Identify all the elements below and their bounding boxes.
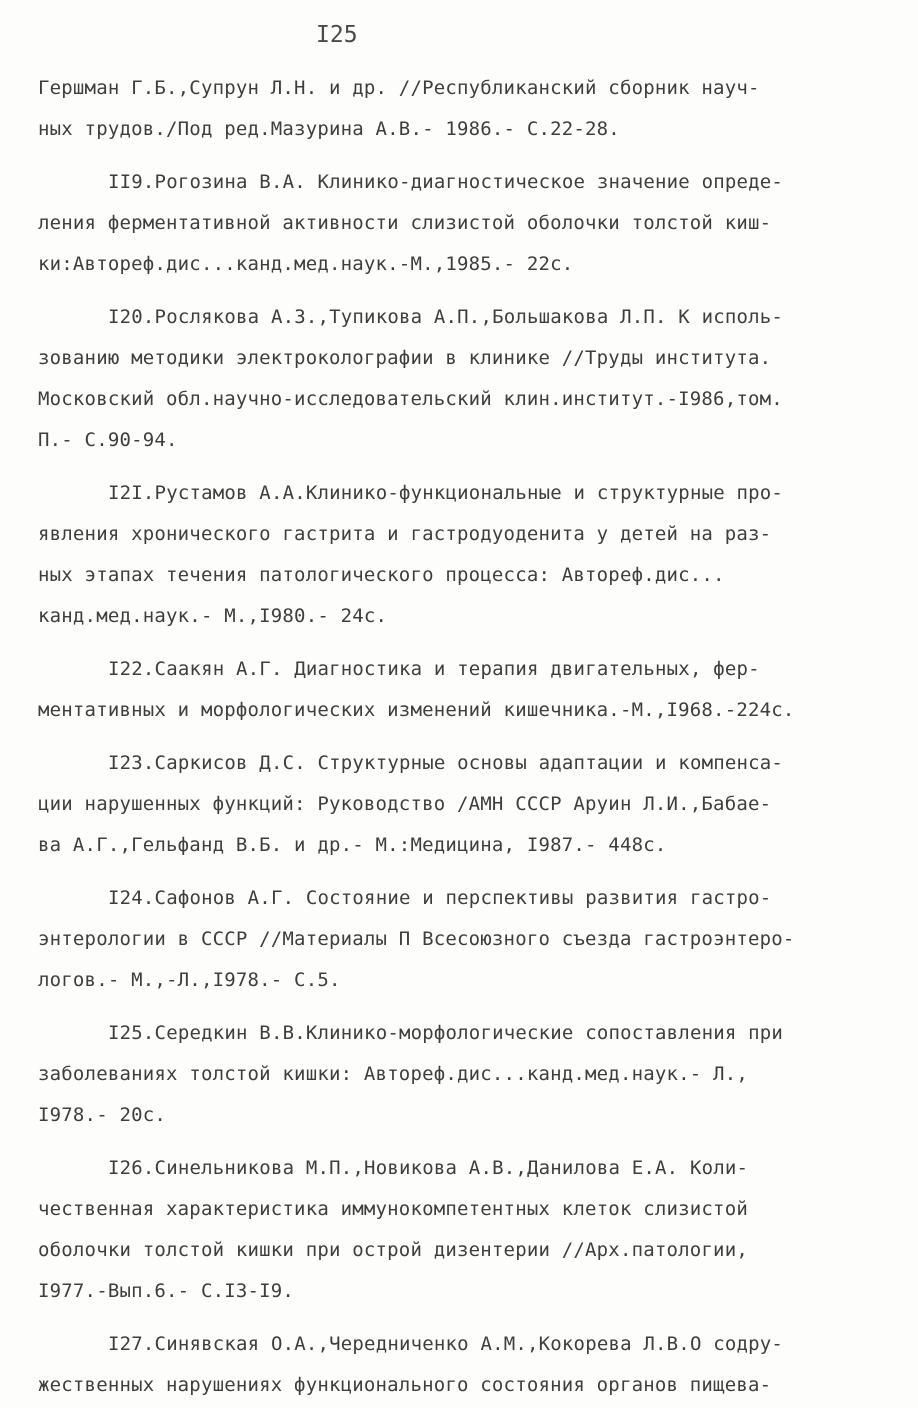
reference-entry xyxy=(38,297,880,461)
reference-line: ментативных и морфологических изменений кишечника.-М.,I968.-224с. xyxy=(38,699,795,721)
reference-line: II9.Рогозина В.А. Клинико-диагностическое значение опреде- xyxy=(108,171,784,193)
reference-line: I24.Сафонов А.Г. Состояние и перспективы развития гастро- xyxy=(108,887,772,909)
reference-entry xyxy=(38,878,880,1001)
reference-entry xyxy=(38,649,880,731)
reference-entry xyxy=(38,162,880,285)
reference-line: оболочки толстой кишки при острой дизентерии //Арх.патологии, xyxy=(38,1239,748,1261)
reference-line: жественных нарушениях функционального состояния органов пищева- xyxy=(38,1374,772,1396)
reference-entry xyxy=(38,743,880,866)
reference-line: ции нарушенных функций: Руководство /АМН СССР Аруин Л.И.,Бабае- xyxy=(38,793,772,815)
reference-line: I23.Саркисов Д.С. Структурные основы адаптации и компенса- xyxy=(108,752,784,774)
reference-entry xyxy=(38,1324,880,1406)
reference-line: энтерологии в СССР //Материалы П Всесоюзного съезда гастроэнтеро- xyxy=(38,928,795,950)
reference-line: I26.Синельникова М.П.,Новикова А.В.,Данилова Е.А. Коли- xyxy=(108,1157,749,1179)
reference-line: I977.-Вып.6.- С.I3-I9. xyxy=(38,1280,295,1302)
reference-line: ва А.Г.,Гельфанд В.Б. и др.- М.:Медицина, I987.- 448с. xyxy=(38,834,667,856)
reference-entry xyxy=(38,68,880,150)
reference-line: ных этапах течения патологического процесса: Автореф.дис... xyxy=(38,564,725,586)
reference-line: ления ферментативной активности слизистой оболочки толстой киш- xyxy=(38,212,772,234)
reference-list xyxy=(38,68,880,1418)
reference-line: логов.- М.,-Л.,I978.- С.5. xyxy=(38,969,341,991)
reference-line: ных трудов./Под ред.Мазурина А.В.- 1986.- С.22-28. xyxy=(38,118,620,140)
reference-line: Гершман Г.Б.,Супрун Л.Н. и др. //Республиканский сборник науч- xyxy=(38,77,760,99)
reference-entry xyxy=(38,1013,880,1136)
reference-line: I27.Синявская О.А.,Чередниченко А.М.,Кокорева Л.В.О содру- xyxy=(108,1333,784,1355)
reference-line: I978.- 20с. xyxy=(38,1104,167,1126)
reference-line: явления хронического гастрита и гастродуоденита у детей на раз- xyxy=(38,523,772,545)
reference-line: П.- С.90-94. xyxy=(38,429,178,451)
reference-line: I20.Рослякова А.З.,Тупикова А.П.,Большакова Л.П. К исполь- xyxy=(108,306,784,328)
reference-line: I22.Саакян А.Г. Диагностика и терапия двигательных, фер- xyxy=(108,658,760,680)
reference-line: зованию методики электроколографии в клинике //Труды института. xyxy=(38,347,772,369)
reference-line: I25.Середкин В.В.Клинико-морфологические сопоставления при xyxy=(108,1022,784,1044)
page-number: I25 xyxy=(316,22,358,48)
reference-entry xyxy=(38,1148,880,1312)
reference-line: заболеваниях толстой кишки: Автореф.дис...канд.мед.наук.- Л., xyxy=(38,1063,748,1085)
reference-line: канд.мед.наук.- М.,I980.- 24с. xyxy=(38,605,388,627)
reference-entry xyxy=(38,473,880,637)
reference-line: ки:Автореф.дис...канд.мед.наук.-М.,1985.- 22с. xyxy=(38,253,574,275)
reference-line: I2I.Рустамов А.А.Клинико-функциональные и структурные про- xyxy=(108,482,784,504)
reference-line: Московский обл.научно-исследовательский клин.институт.-I986,том. xyxy=(38,388,783,410)
reference-line: чественная характеристика иммунокомпетентных клеток слизистой xyxy=(38,1198,748,1220)
